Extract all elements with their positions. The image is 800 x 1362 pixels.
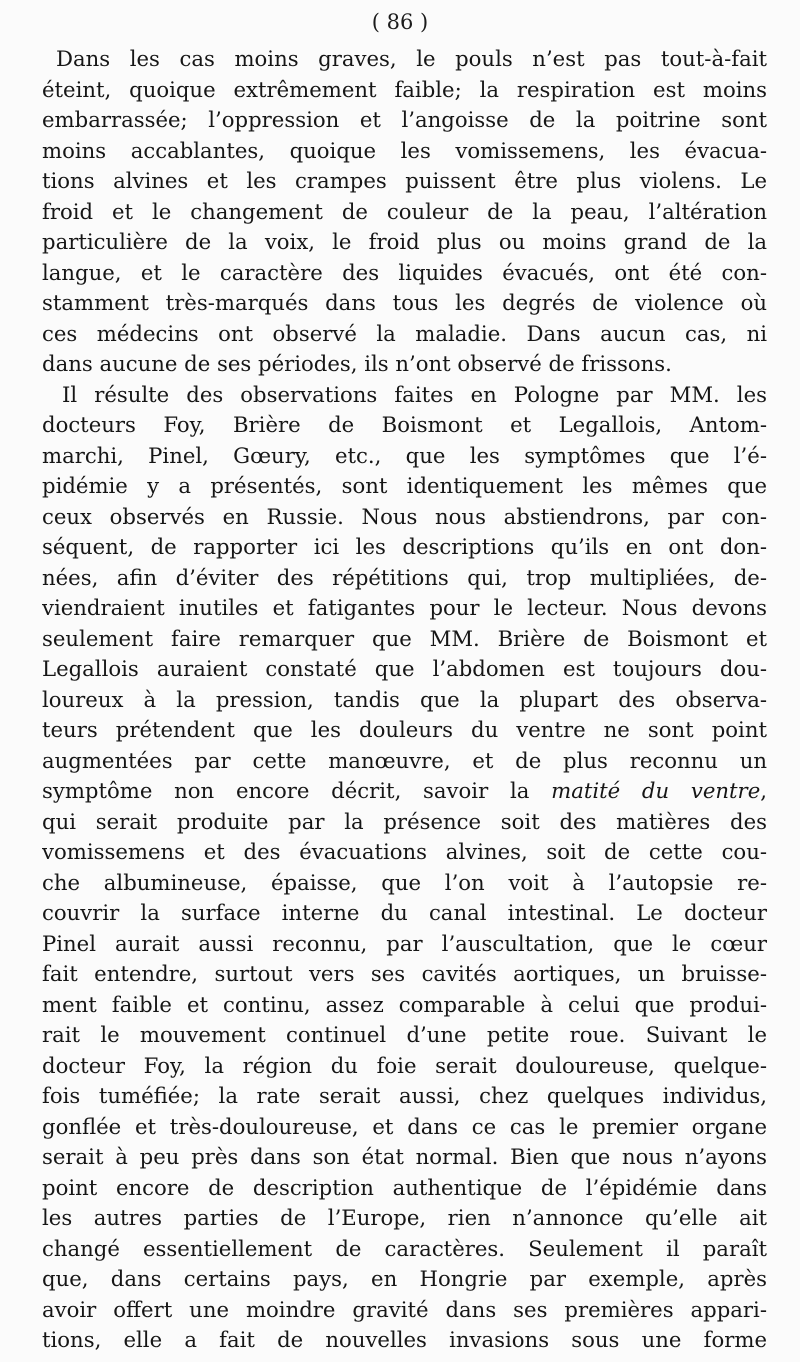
text-line: particulière de la voix, le froid plus ou moins grand de la [42, 229, 767, 254]
text-line: marchi, Pinel, Gœury, etc., que les symptômes que l’é- [42, 442, 767, 468]
text-line: les autres parties de l’Europe, rien n’annonce qu’elle ait [42, 1205, 767, 1230]
text-line: fait entendre, surtout vers ses cavités aortiques, un bruisse- [42, 961, 767, 986]
text-line: tions alvines et les crampes puissent être plus violens. Le [42, 168, 767, 193]
text-line: moins accablantes, quoique les vomissemens, les évacua- [42, 137, 767, 163]
text-line: Dans les cas moins graves, le pouls n’est pas tout-à-fait [56, 46, 767, 71]
text-line: loureux à la pression, tandis que la plupart des observa- [42, 686, 767, 712]
text-line: fois tuméfiée; la rate serait aussi, chez quelques individus, [42, 1083, 767, 1108]
text-line: ceux observés en Russie. Nous nous abstiendrons, par con- [42, 503, 767, 529]
text-line: ces médecins ont observé la maladie. Dans aucun cas, ni [42, 320, 767, 346]
text-line: Legallois auraient constaté que l’abdomen est toujours dou- [42, 656, 767, 681]
text-line: ment faible et continu, assez comparable à celui que produi- [42, 991, 767, 1017]
text-line: pidémie y a présentés, sont identiquement les mêmes que [42, 473, 767, 498]
text-line: gonflée et très-douloureuse, et dans ce cas le premier organe [42, 1113, 767, 1139]
text-line: avoir offert une moindre gravité dans ses premières appari- [42, 1296, 767, 1322]
text-line: froid et le changement de couleur de la peau, l’altération [42, 198, 767, 224]
text-line: docteur Foy, la région du foie serait douloureuse, quelque- [42, 1052, 767, 1078]
body-text [42, 44, 767, 1356]
text-line: serait à peu près dans son état normal. Bien que nous n’ayons [42, 1144, 767, 1169]
text-line: vomissemens et des évacuations alvines, soit de cette cou- [42, 839, 767, 864]
emphasis-text: matité du ventre [551, 778, 761, 803]
text-line: Pinel aurait aussi reconnu, par l’auscultation, que le cœur [42, 930, 767, 956]
page-number: ( 86 ) [371, 10, 429, 34]
text-line: changé essentiellement de caractères. Seulement il paraît [42, 1235, 767, 1261]
text-line: point encore de description authentique de l’épidémie dans [42, 1174, 767, 1200]
text-line: symptôme non encore décrit, savoir la matité du ventre, [42, 778, 767, 803]
text-line: que, dans certains pays, en Hongrie par exemple, après [42, 1266, 767, 1291]
text-line: embarrassée; l’oppression et l’angoisse de la poitrine sont [42, 107, 767, 132]
text-line: séquent, de rapporter ici les descriptions qu’ils en ont don- [42, 534, 767, 559]
text-line: dans aucune de ses périodes, ils n’ont observé de frissons. [42, 351, 672, 376]
text-line: che albumineuse, épaisse, que l’on voit à l’autopsie re- [42, 869, 767, 895]
text-line: rait le mouvement continuel d’une petite roue. Suivant le [42, 1022, 767, 1047]
text-line: tions, elle a fait de nouvelles invasions sous une forme [42, 1327, 767, 1352]
text-line: langue, et le caractère des liquides évacués, ont été con- [42, 259, 767, 285]
text-line: stamment très-marqués dans tous les degrés de violence où [42, 290, 767, 315]
text-line: teurs prétendent que les douleurs du ventre ne sont point [42, 717, 767, 742]
text-line: viendraient inutiles et fatigantes pour le lecteur. Nous devons [42, 595, 767, 620]
text-line: seulement faire remarquer que MM. Brière de Boismont et [42, 625, 767, 651]
text-line: éteint, quoique extrêmement faible; la respiration est moins [42, 76, 767, 102]
text-line: qui serait produite par la présence soit des matières des [42, 808, 767, 834]
text-line: nées, afin d’éviter des répétitions qui, trop multipliées, de- [42, 564, 767, 590]
text-line: couvrir la surface interne du canal intestinal. Le docteur [42, 900, 767, 925]
text-line: docteurs Foy, Brière de Boismont et Legallois, Antom- [42, 412, 767, 437]
text-line: augmentées par cette manœuvre, et de plus reconnu un [42, 747, 767, 773]
text-line: Il résulte des observations faites en Pologne par MM. les [62, 381, 767, 407]
